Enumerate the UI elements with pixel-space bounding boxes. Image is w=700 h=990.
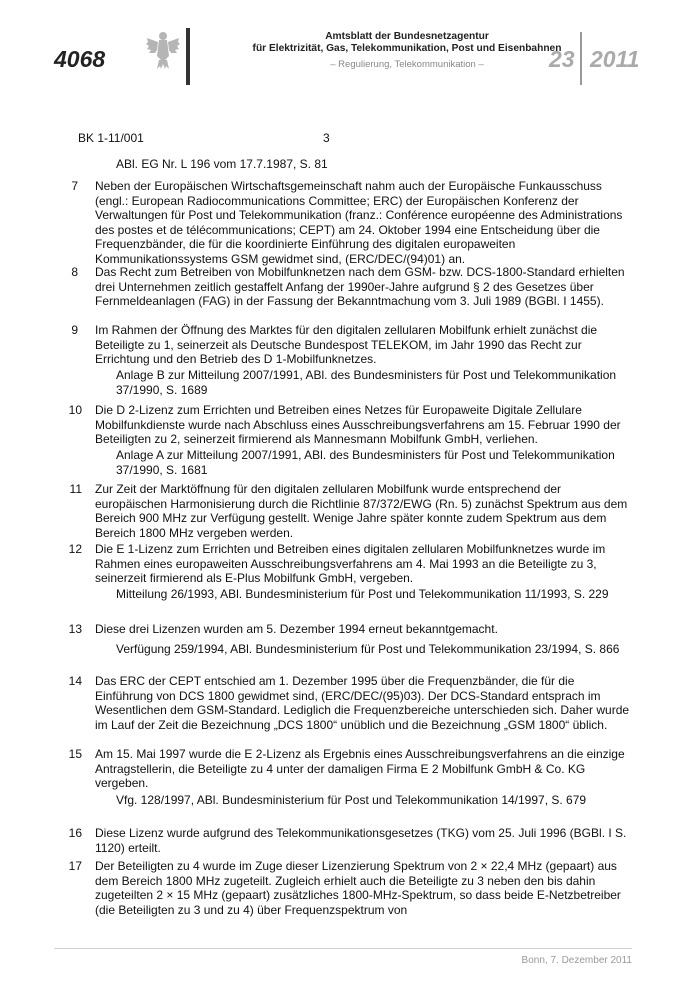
paragraph-number: 12 <box>68 542 82 556</box>
paragraph-number: 9 <box>71 323 78 337</box>
paragraph-text: Diese Lizenz wurde aufgrund des Telekommunikationsgesetzes (TKG) vom 25. Juli 1996 (BGBl. I S. 1120) erteilt. <box>95 826 627 855</box>
footer-date: Bonn, 7. Dezember 2011 <box>521 955 632 966</box>
paragraph-text: Das ERC der CEPT entschied am 1. Dezember 1995 über die Frequenzbänder, die für die Einführung von DCS 1800 gewidmet sind, (ERC/DEC/(95)03). Der DCS-Standard entsprach im Wesentlichen dem GSM-Standard. Lediglich die Frequenzbereiche unterschieden sich. Daher wurde im Lauf der Zeit die Bezeichnung „DCS 1800“ unüblich und die Bezeichnung „GSM 1800“ üblich. <box>95 674 630 732</box>
paragraph-number: 10 <box>68 403 82 417</box>
federal-eagle-logo <box>146 30 180 70</box>
paragraph-text: Das Recht zum Betreiben von Mobilfunknetzen nach dem GSM- bzw. DCS-1800-Standard erhielten drei Unternehmen zeitlich gestaffelt Anfang der 1990er-Jahre aufgrund § 2 des Gesetzes über Fernmeldeanlagen (FAG) in der Fassung der Bekanntmachung vom 3. Juli 1989 (BGBl. I 1455). <box>95 265 625 309</box>
issue-year: 2011 <box>590 46 640 72</box>
gazette-subtitle: – Regulierung, Telekommunikation – <box>330 59 484 70</box>
citation: Verfügung 259/1994, ABl. Bundesministerium für Post und Telekommunikation 23/1994, S. 866 <box>116 642 620 656</box>
page-number: 4068 <box>54 46 106 72</box>
paragraph-text: Am 15. Mai 1997 wurde die E 2-Lizenz als Ergebnis eines Ausschreibungsverfahrens an die einzige Antragstellerin, die Beteiligte zu 4 unter der damaligen Firma E 2 Mobilfunk GmbH & Co. KG vergeben. <box>95 747 625 791</box>
paragraph-text: Die D 2-Lizenz zum Errichten und Betreiben eines Netzes für Europaweite Digitale Zellulare Mobilfunkdienste wurde nach Abschluss eines Ausschreibungsverfahrens am 15. Februar 1990 der Beteiligten zu 2, seinerzeit firmierend als Mannesmann Mobilfunk GmbH, verliehen. <box>95 403 621 447</box>
paragraph-number: 17 <box>68 859 82 873</box>
paragraph-number: 15 <box>68 747 82 761</box>
citation: Mitteilung 26/1993, ABl. Bundesministerium für Post und Telekommunikation 11/1993, S. 229 <box>116 587 609 601</box>
issue-number: 23 <box>549 46 575 72</box>
paragraph-number: 14 <box>68 674 82 688</box>
paragraph-text: Zur Zeit der Marktöffnung für den digitalen zellularen Mobilfunk wurde entsprechend der europäischen Harmonisierung durch die Richtlinie 87/372/EWG (Rn. 5) zunächst Spektrum aus dem Bereich 900 MHz zur Verfügung gestellt. Wenige Jahre später konnte zudem Spektrum aus dem Bereich 1800 MHz vergeben werden. <box>95 482 628 540</box>
paragraph-number: 16 <box>68 826 82 840</box>
paragraph-text: Die E 1-Lizenz zum Errichten und Betreiben eines digitalen zellularen Mobilfunknetzes wurde im Rahmen eines europaweiten Ausschreibungsverfahrens am 4. Mai 1993 an die Beteiligte zu 3, seinerzeit firmierend als E-Plus Mobilfunk GmbH, vergeben. <box>95 542 606 586</box>
paragraph-number: 7 <box>71 179 78 193</box>
case-reference: BK 1-11/001 <box>78 131 144 145</box>
paragraph-text: Diese drei Lizenzen wurden am 5. Dezember 1994 erneut bekanntgemacht. <box>95 622 498 636</box>
paragraph-text: Im Rahmen der Öffnung des Marktes für den digitalen zellularen Mobilfunk erhielt zunächst die Beteiligte zu 1, seinerzeit als Deutsche Bundespost TELEKOM, im Jahr 1990 das Recht zur Errichtung und den Betrieb des D 1-Mobilfunknetzes. <box>95 323 598 367</box>
citation: Anlage B zur Mitteilung 2007/1991, ABl. des Bundesministers für Post und Telekommunikation 37/1990, S. 1689 <box>116 368 617 397</box>
paragraph-number: 13 <box>68 622 82 636</box>
citation: Vfg. 128/1997, ABl. Bundesministerium für Post und Telekommunikation 14/1997, S. 679 <box>116 793 587 807</box>
paragraph-text: Neben der Europäischen Wirtschaftsgemeinschaft nahm auch der Europäische Funkausschuss (engl.: European Radiocommunications Committee; ERC) der Europäischen Konferenz der Verwaltungen für Post und Telekommunikation (franz.: Conférence européenne des Administrations des postes et de télécommunications; CEPT) am 24. Oktober 1994 eine Entscheidung über die Frequenzbänder, die für die koordinierte Einführung des digitalen europaweiten Kommunikationssystems GSM gewidmet sind, (ERC/DEC/(94)01) an. <box>95 179 623 266</box>
citation: ABl. EG Nr. L 196 vom 17.7.1987, S. 81 <box>116 157 328 171</box>
header-divider-right <box>580 32 582 85</box>
gazette-title-line2: für Elektrizität, Gas, Telekommunikation, Post und Eisenbahnen <box>252 43 562 54</box>
footer-divider <box>54 948 632 949</box>
paragraph-number: 11 <box>69 482 82 496</box>
gazette-title: Amtsblatt der Bundesnetzagentur <box>325 31 489 42</box>
paragraph-number: 8 <box>71 265 78 279</box>
paragraph-text: Der Beteiligten zu 4 wurde im Zuge dieser Lizenzierung Spektrum von 2 × 22,4 MHz (gepaart) aus dem Bereich 1800 MHz zugeteilt. Zugleich erhielt auch die Beteiligte zu 3 neben den bis dahin zugeteilten 2 × 15 MHz (gepaart) zusätzliches 1800-MHz-Spektrum, so dass beide E-Netzbetreiber (die Beteiligten zu 3 und zu 4) über Frequenzspektrum von <box>95 859 621 917</box>
citation: Anlage A zur Mitteilung 2007/1991, ABl. des Bundesministers für Post und Telekommunikation 37/1990, S. 1681 <box>116 448 615 477</box>
document-page-number: 3 <box>323 131 330 145</box>
